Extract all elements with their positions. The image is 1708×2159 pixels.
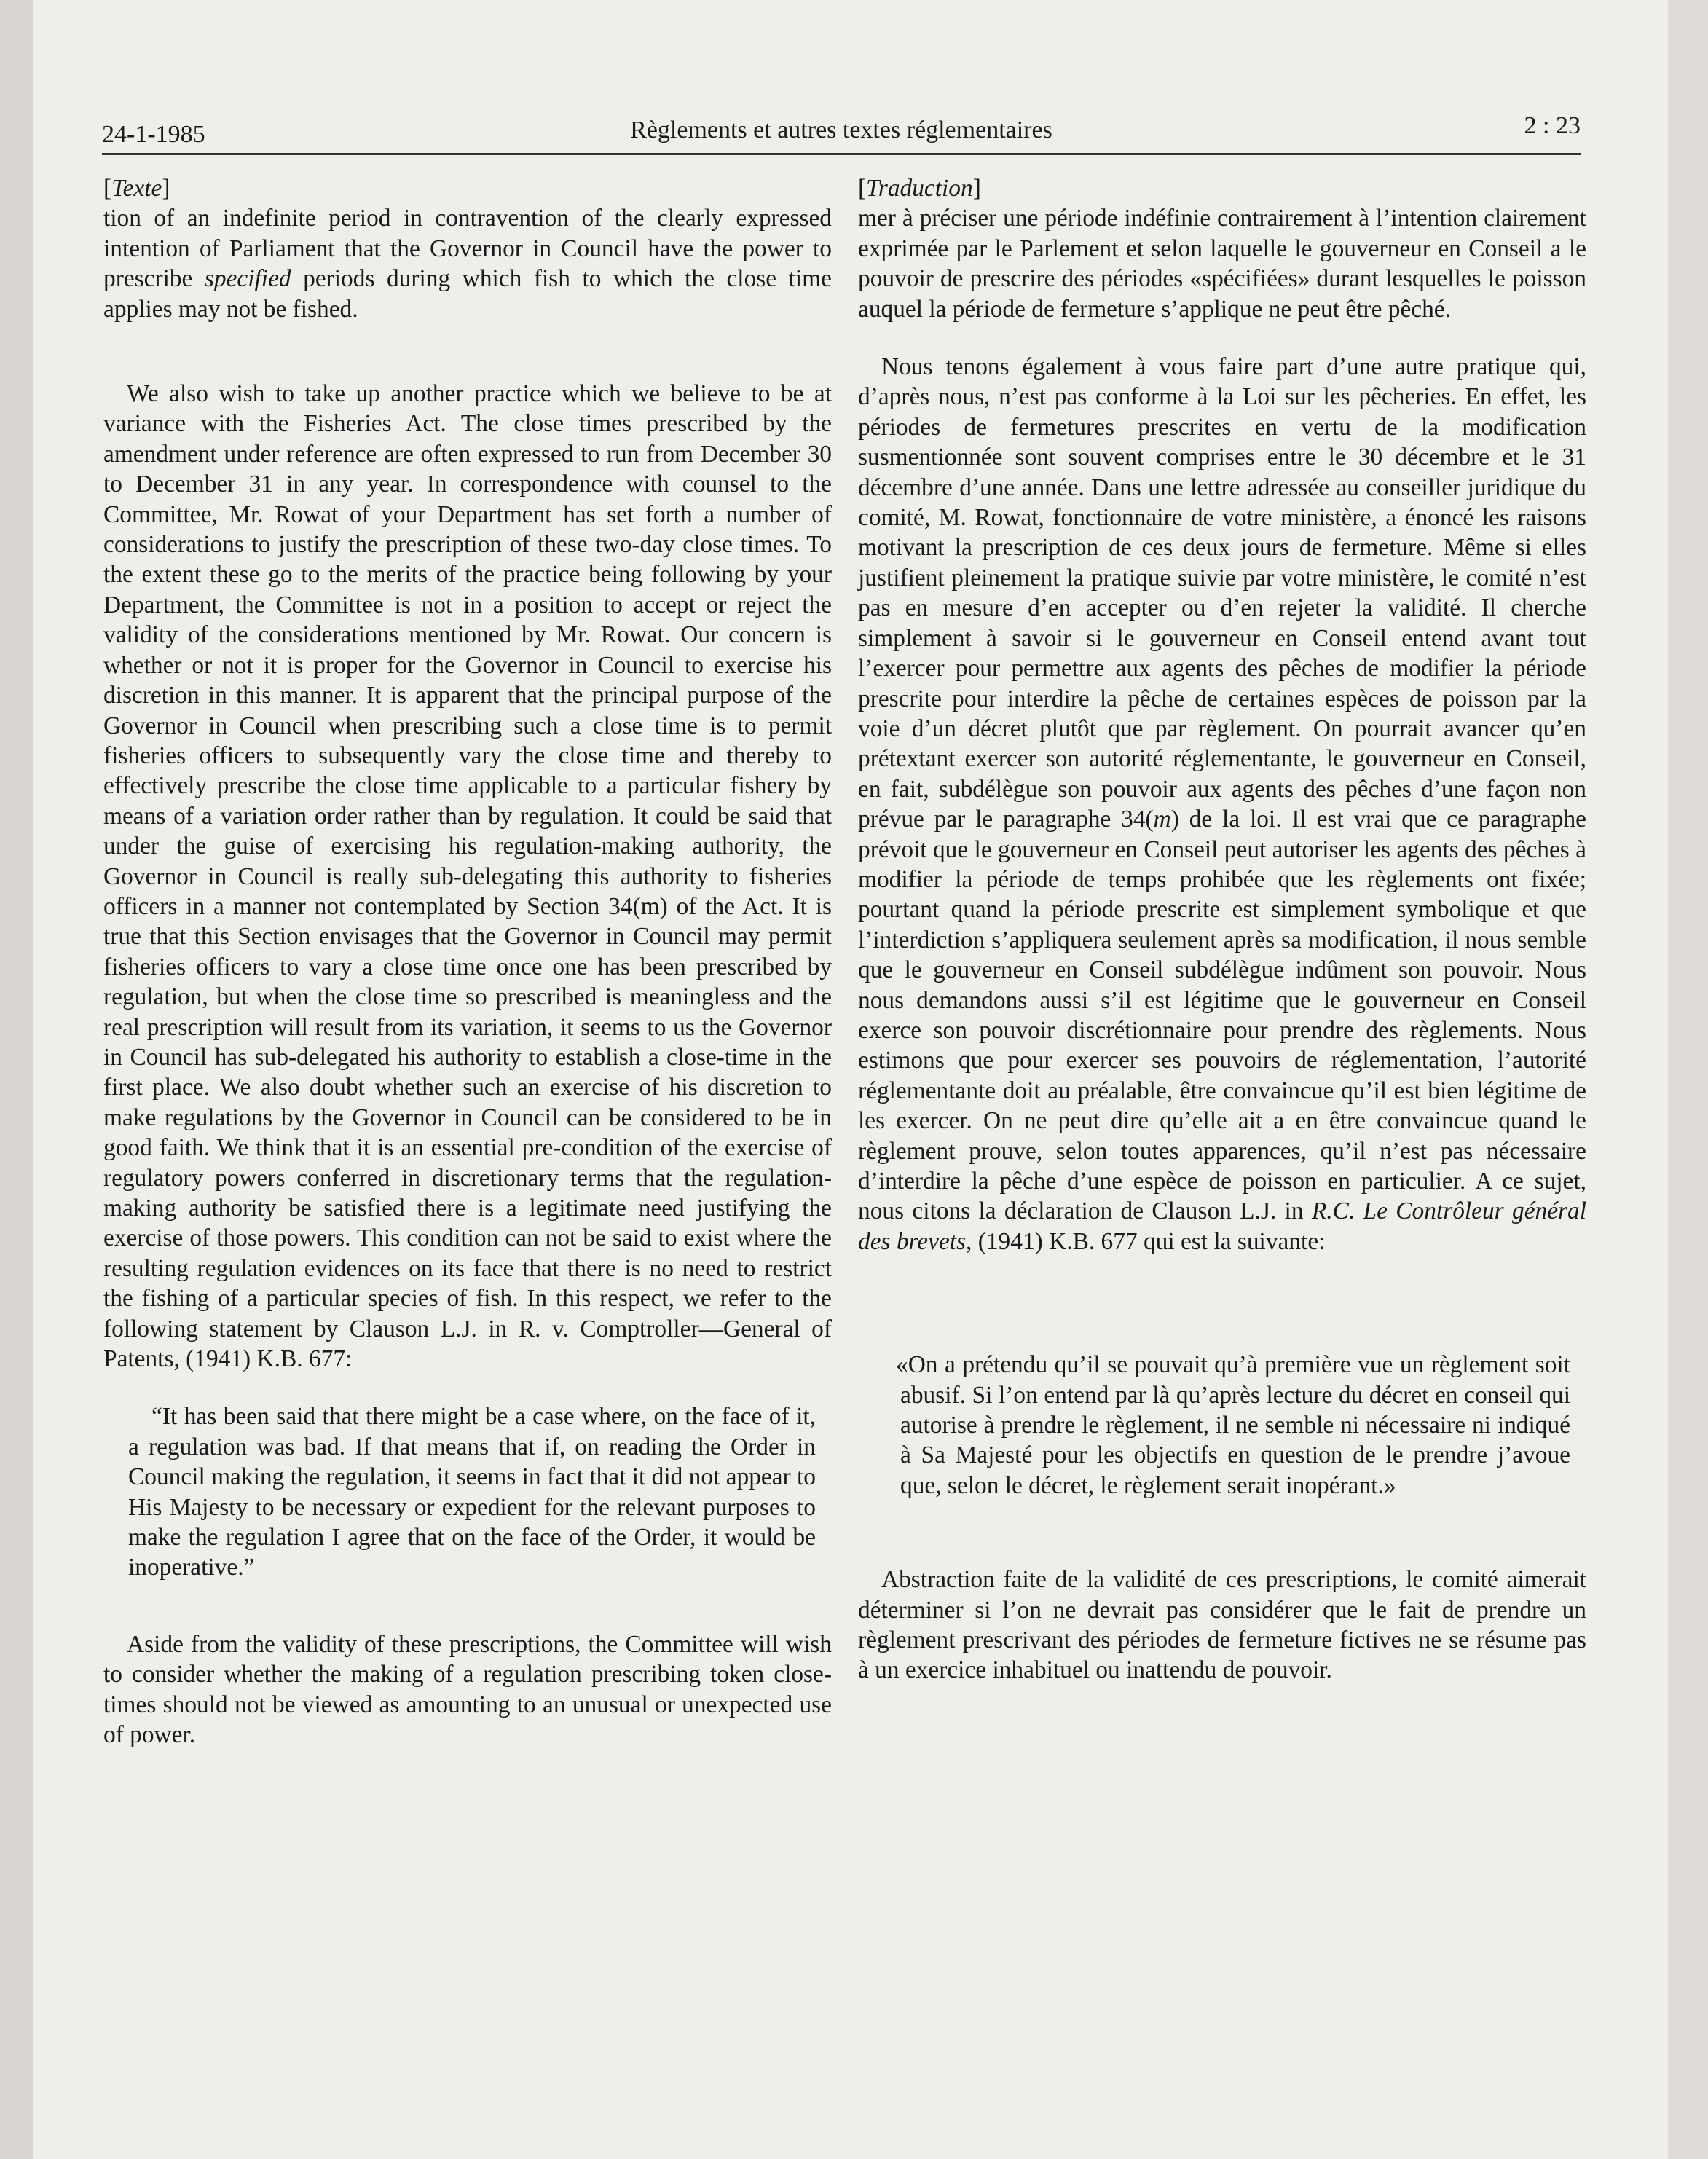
scan-right-edge	[1668, 0, 1708, 2159]
french-column-label: [Traduction]	[858, 175, 981, 202]
french-paragraph-1: mer à préciser une période indéfinie contrairement à l’intention clairement exprimée par le Parlement et selon laquelle le gouverneur en Conseil a le pouvoir de prescrire des périodes «spécifiées» durant lesquelles le poisson auquel la période de fermeture s’applique ne peut être pêché.	[858, 205, 1586, 323]
header-title: Règlements et autres textes réglementaires	[630, 117, 1052, 143]
english-paragraph-1: tion of an indefinite period in contravention of the clearly expressed intention of Parliament that the Governor in Council have the power to prescribe specified periods during which fish to which the close time applies may not be fished.	[103, 205, 832, 323]
page-number: 2 : 23	[1524, 112, 1581, 139]
french-paragraph-3: Abstraction faite de la validité de ces prescriptions, le comité aimerait déterminer si l’on ne devrait pas considérer que le fait de prendre un règlement prescrivant des périodes de fermeture fictives ne se résume pas à un exercice inhabituel ou inattendu de pouvoir.	[858, 1566, 1586, 1684]
header-date: 24-1-1985	[102, 121, 205, 148]
french-column	[858, 173, 1586, 1686]
english-column	[103, 173, 832, 1750]
english-paragraph-2: We also wish to take up another practice which we believe to be at variance with the Fisheries Act. The close times prescribed by the amendment under reference are often expressed to run from December 30 to December 31 in any year. In correspondence with counsel to the Committee, Mr. Rowat of your Department has set forth a number of considerations to justify the prescription of these two-day close times. To the extent these go to the merits of the practice being following by your Department, the Committee is not in a position to accept or reject the validity of the considerations mentioned by Mr. Rowat. Our concern is whether or not it is proper for the Governor in Council to exercise his discretion in this manner. It is apparent that the principal purpose of the Governor in Council when prescribing such a close time is to permit fisheries officers to subsequently vary the close time and thereby to effectively prescribe the close time applicable to a particular fishery by means of a variation order rather than by regulation. It could be said that under the guise of exercising his regulation-making authority, the Governor in Council is really sub-delegating this authority to fisheries officers in a manner not contemplated by Section 34(m) of the Act. It is true that this Section envisages that the Governor in Council may permit fisheries officers to vary a close time once one has been prescribed by regulation, but when the close time so prescribed is meaningless and the real prescription will result from its variation, it seems to us the Governor in Council has sub-delegated his authority to establish a close-time in the first place. We also doubt whether such an exercise of his discretion to make regulations by the Governor in Council can be considered to be in good faith. We think that it is an essential pre-condition of the exercise of regulatory powers conferred in discretionary terms that the regulation-making authority be satisfied there is a legitimate need justifying the exercise of those powers. This condition can not be said to exist where the resulting regulation evidences on its face that there is no need to restrict the fishing of a particular species of fish. In this respect, we refer to the following statement by Clauson L.J. in R. v. Comptroller—General of Patents, (1941) K.B. 677:	[103, 380, 832, 1373]
page-header	[102, 102, 1581, 155]
english-quotation: “It has been said that there might be a case where, on the face of it, a regulation was bad. If that means that if, on reading the Order in Council making the regulation, it seems in fact that it did not appear to His Majesty to be necessary or expedient for the relevant purposes to make the regulation I agree that on the face of the Order, it would be inoperative.”	[128, 1403, 816, 1581]
french-quotation: «On a prétendu qu’il se pouvait qu’à première vue un règlement soit abusif. Si l’on entend par là qu’après lecture du décret en conseil qui autorise à prendre le règlement, il ne semble ni nécessaire ni indiqué à Sa Majesté pour les objectifs en question de le prendre j’avoue que, selon le décret, le règlement serait inopérant.»	[896, 1351, 1570, 1499]
english-paragraph-3: Aside from the validity of these prescriptions, the Committee will wish to consider whether the making of a regulation prescribing token close-times should not be viewed as amounting to an unusual or unexpected use of power.	[103, 1630, 832, 1749]
french-paragraph-2: Nous tenons également à vous faire part d’une autre pratique qui, d’après nous, n’est pas conforme à la Loi sur les pêcheries. En effet, les périodes de fermetures prescrites en vertu de la modification susmentionnée sont souvent comprises entre le 30 décembre et le 31 décembre d’une année. Dans une lettre adressée au conseiller juridique du comité, M. Rowat, fonctionnaire de votre ministère, a énoncé les raisons motivant la prescription de ces deux jours de fermeture. Même si elles justifient pleinement la pratique suivie par votre ministère, le comité n’est pas en mesure d’en accepter ou d’en rejeter la validité. Il cherche simplement à savoir si le gouverneur en Conseil entend avant tout l’exercer pour permettre aux agents des pêches de modifier la période prescrite pour interdire la pêche de certaines espèces de poisson par la voie d’un décret plutôt que par règlement. On pourrait avancer qu’en prétextant exercer son autorité réglementante, le gouverneur en Conseil, en fait, subdélègue son pouvoir aux agents des pêches d’une façon non prévue par le paragraphe 34(m) de la loi. Il est vrai que ce paragraphe prévoit que le gouverneur en Conseil peut autoriser les agents des pêches à modifier la période de temps prohibée que les règlements ont fixée; pourtant quand la période prescrite est simplement symbolique et que l’interdiction s’appliquera seulement après sa modification, il nous semble que le gouverneur en Conseil subdélègue indûment son pouvoir. Nous nous demandons aussi s’il est légitime que le gouverneur en Conseil exerce son pouvoir discrétionnaire pour prendre des règlements. Nous estimons que pour exercer ses pouvoirs de réglementation, l’autorité réglementante doit au préalable, être convaincue qu’il est bien légitime de les exercer. On ne peut dire qu’elle ait a en être convaincue quand le règlement prouve, selon toutes apparences, qu’il n’est pas nécessaire d’interdire la pêche d’une espèce de poisson en particulier. A ce sujet, nous citons la déclaration de Clauson L.J. in R.C. Le Contrôleur général des brevets, (1941) K.B. 677 qui est la suivante:	[858, 353, 1587, 1255]
english-column-label: [Texte]	[103, 175, 170, 202]
scan-left-edge	[0, 0, 33, 2159]
